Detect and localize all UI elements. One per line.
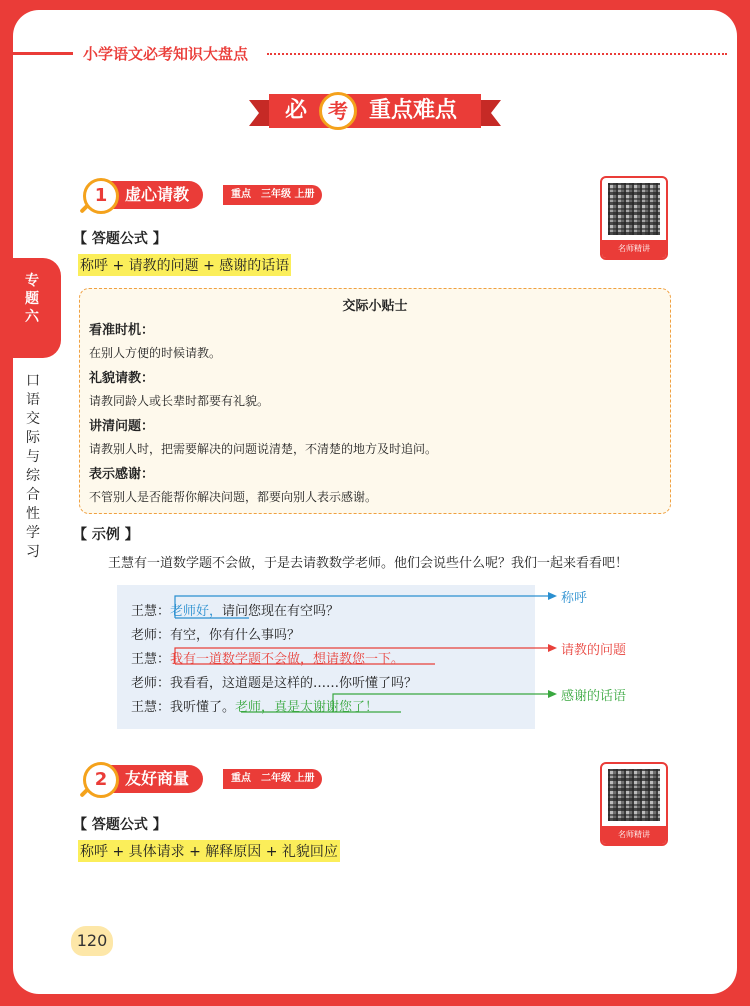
connector-red [175,648,551,664]
dialog-line: 王慧：老师好，请问您现在有空吗？ [131,604,340,619]
section-2-tag: 重点 二年级 上册 [223,769,322,789]
annotation-label: 感谢的话语 [561,689,627,704]
side-topic-label: 口语交际与综合性学习 [26,373,40,560]
qr-code-icon [608,769,660,821]
dialog-line: 老师：我看看，这道题是这样的……你听懂了吗？ [131,676,418,691]
qr-code-2[interactable] [600,762,668,846]
page [13,10,737,994]
tip-heading: 表示感谢： [89,467,155,482]
tip-heading: 讲清问题： [89,419,155,434]
arrow-green-icon [548,690,557,698]
side-tab-label: 专题六 [25,273,39,325]
section-2-heading [83,762,383,796]
banner-seal: 考 [319,92,357,130]
dialog-line: 王慧：我听懂了。老师，真是太谢谢您了！ [131,700,379,715]
qr-caption: 名师精讲 [602,240,666,258]
section-2-number: 2 [83,762,119,798]
tip-heading: 礼貌请教： [89,371,155,386]
banner-right-text: 重点难点 [369,98,458,123]
annotation-label: 称呼 [561,591,588,606]
example-intro: 王慧有一道数学题不会做，于是去请教数学老师。他们会说些什么呢？我们一起来看看吧！ [108,556,629,571]
section-1-number: 1 [83,178,119,214]
connector-green [333,694,551,712]
page-number: 120 [76,931,108,950]
tip-body: 在别人方便的时候请教。 [89,346,222,360]
tip-body: 请教同龄人或长辈时都要有礼貌。 [89,394,270,408]
example-label: 【 示例 】 [73,527,139,543]
arrow-blue-icon [548,592,557,600]
header-title: 小学语文必考知识大盘点 [83,45,249,63]
tip-heading: 看准时机： [89,323,155,338]
formula-1: 称呼 + 请教的问题 + 感谢的话语 [78,254,291,276]
section-2-title: 友好商量 [109,765,203,793]
formula-label-2: 【 答题公式 】 [73,817,167,833]
formula-2: 称呼 + 具体请求 + 解释原因 + 礼貌回应 [78,840,340,862]
annotation-label: 请教的问题 [561,643,627,658]
tips-title: 交际小贴士 [342,299,408,314]
formula-label-1: 【 答题公式 】 [73,231,167,247]
dialog-line: 王慧：我有一道数学题不会做，想请教您一下。 [131,652,405,667]
banner-left-text: 必 [285,98,308,123]
arrow-red-icon [548,644,557,652]
connector-blue [175,596,551,618]
section-1-tag: 重点 三年级 上册 [223,185,322,205]
section-1-title: 虚心请教 [109,181,203,209]
tip-body: 不管别人是否能帮你解决问题，都要向别人表示感谢。 [89,490,378,504]
qr-caption: 名师精讲 [602,826,666,844]
tip-body: 请教别人时，把需要解决的问题说清楚，不清楚的地方及时追问。 [89,442,438,456]
dialog-line: 老师：有空，你有什么事吗？ [131,628,301,643]
